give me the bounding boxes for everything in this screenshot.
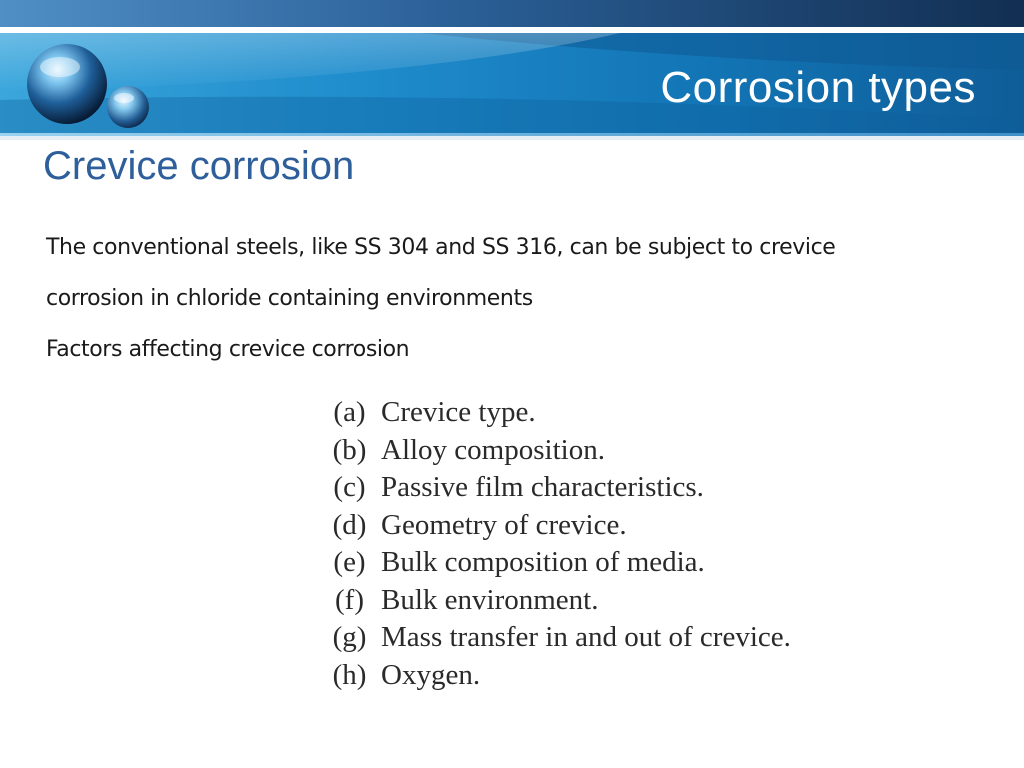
list-item-letter: (h)	[332, 658, 367, 691]
body-text	[46, 222, 946, 375]
list-item-letter: (b)	[332, 433, 367, 466]
list-item	[318, 582, 791, 620]
list-item-text: Bulk composition of media.	[381, 546, 705, 578]
list-item	[318, 394, 791, 432]
list-item	[318, 619, 791, 657]
header-band	[0, 0, 1024, 140]
list-item-letter: (f)	[335, 583, 364, 616]
list-item	[318, 657, 791, 695]
list-item-text: Mass transfer in and out of crevice.	[381, 621, 791, 653]
list-item-text: Geometry of crevice.	[381, 508, 627, 541]
list-item-text: Crevice type.	[381, 396, 536, 428]
slide-title: Corrosion types	[660, 63, 976, 112]
list-item-text: Alloy composition.	[381, 433, 605, 466]
list-item-letter: (c)	[333, 471, 366, 503]
paragraph-line: The conventional steels, like SS 304 and SS 316, can be subject to crevice	[46, 235, 836, 260]
glossy-spheres-logo-icon	[24, 40, 160, 132]
list-item-text: Oxygen.	[381, 658, 481, 691]
paragraph-line: corrosion in chloride containing environments	[46, 286, 533, 311]
list-item-letter: (e)	[333, 546, 366, 578]
list-item-letter: (d)	[332, 508, 367, 541]
list-item	[318, 469, 791, 507]
section-subtitle: Crevice corrosion	[43, 144, 355, 188]
list-item-letter: (a)	[333, 396, 366, 428]
factors-heading: Factors affecting crevice corrosion	[46, 337, 410, 362]
list-item	[318, 432, 791, 470]
list-item	[318, 544, 791, 582]
factors-list	[318, 394, 791, 694]
list-item-letter: (g)	[332, 621, 367, 653]
list-item-text: Bulk environment.	[381, 583, 599, 616]
list-item-text: Passive film characteristics.	[381, 471, 704, 503]
list-item	[318, 507, 791, 545]
